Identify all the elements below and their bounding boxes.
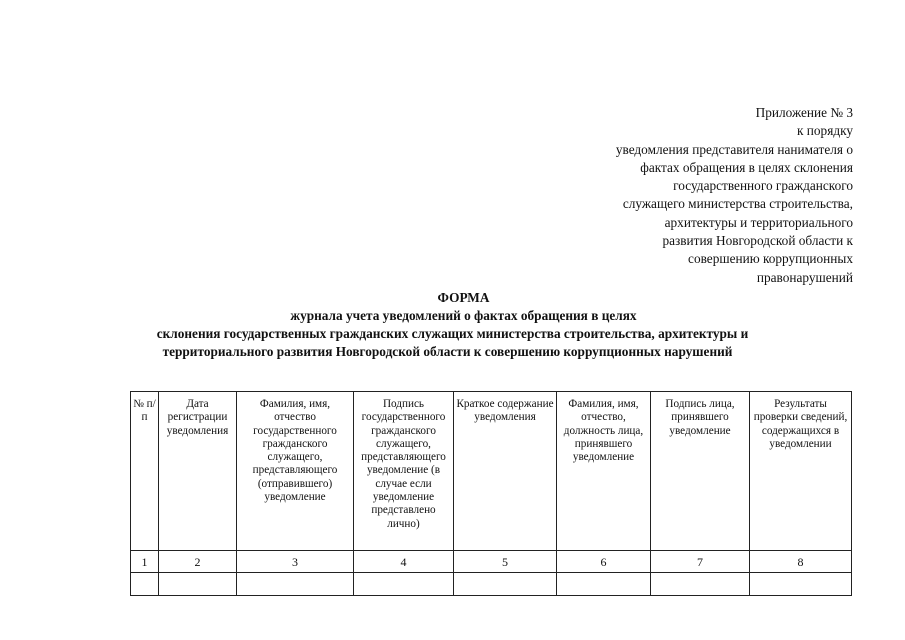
column-number: 8 (750, 551, 852, 573)
appendix-line: Приложение № 3 (755, 105, 853, 120)
appendix-line: развития Новгородской области к (662, 233, 853, 249)
header-receiver-signature: Подпись лица, принявшего уведомление (651, 392, 750, 551)
column-number: 4 (354, 551, 454, 573)
empty-cell (354, 573, 454, 596)
form-heading: ФОРМА (437, 290, 490, 305)
column-number: 6 (557, 551, 651, 573)
column-number: 7 (651, 551, 750, 573)
column-number-row (131, 551, 852, 573)
appendix-line: к порядку (797, 123, 853, 139)
appendix-note (563, 104, 853, 287)
appendix-line: государственного гражданского (673, 178, 853, 194)
appendix-line: правонарушений (756, 269, 853, 285)
table-header-row (131, 392, 852, 551)
empty-cell (131, 573, 159, 596)
column-number: 5 (454, 551, 557, 573)
appendix-line: служащего министерства строительства, (622, 196, 853, 212)
empty-cell (159, 573, 237, 596)
appendix-line: архитектуры и территориального (664, 214, 853, 230)
header-receiver-name: Фамилия, имя, отчество, должность лица, принявшего уведомление (557, 392, 651, 551)
header-registration-date: Дата регистрации уведомления (159, 392, 237, 551)
header-employee-name: Фамилия, имя, отчество государственного гражданского служащего, представляющего (отправившего) уведомление (237, 392, 354, 551)
header-employee-signature: Подпись государственного гражданского служащего, представляющего уведомление (в случае если уведомление представлено лично) (354, 392, 454, 551)
form-subtitle-line: территориального развития Новгородской области к совершению коррупционных нарушений (162, 344, 733, 359)
column-number: 1 (131, 551, 159, 573)
empty-cell (454, 573, 557, 596)
column-number: 3 (237, 551, 354, 573)
journal-table (130, 391, 852, 596)
form-subtitle-line: склонения государственных гражданских служащих министерства строительства, архитектуры и (156, 326, 749, 341)
form-subtitle-line: журнала учета уведомлений о фактах обращения в целях (290, 308, 637, 323)
form-title (0, 289, 905, 361)
header-check-results: Результаты проверки сведений, содержащихся в уведомлении (750, 392, 852, 551)
appendix-line: совершению коррупционных (688, 251, 853, 267)
empty-entry-row (131, 573, 852, 596)
empty-cell (557, 573, 651, 596)
header-summary: Краткое содержание уведомления (454, 392, 557, 551)
empty-cell (750, 573, 852, 596)
appendix-line: фактах обращения в целях склонения (640, 159, 853, 175)
header-number: № п/п (131, 392, 159, 551)
empty-cell (237, 573, 354, 596)
column-number: 2 (159, 551, 237, 573)
empty-cell (651, 573, 750, 596)
appendix-line: уведомления представителя нанимателя о (615, 141, 853, 157)
